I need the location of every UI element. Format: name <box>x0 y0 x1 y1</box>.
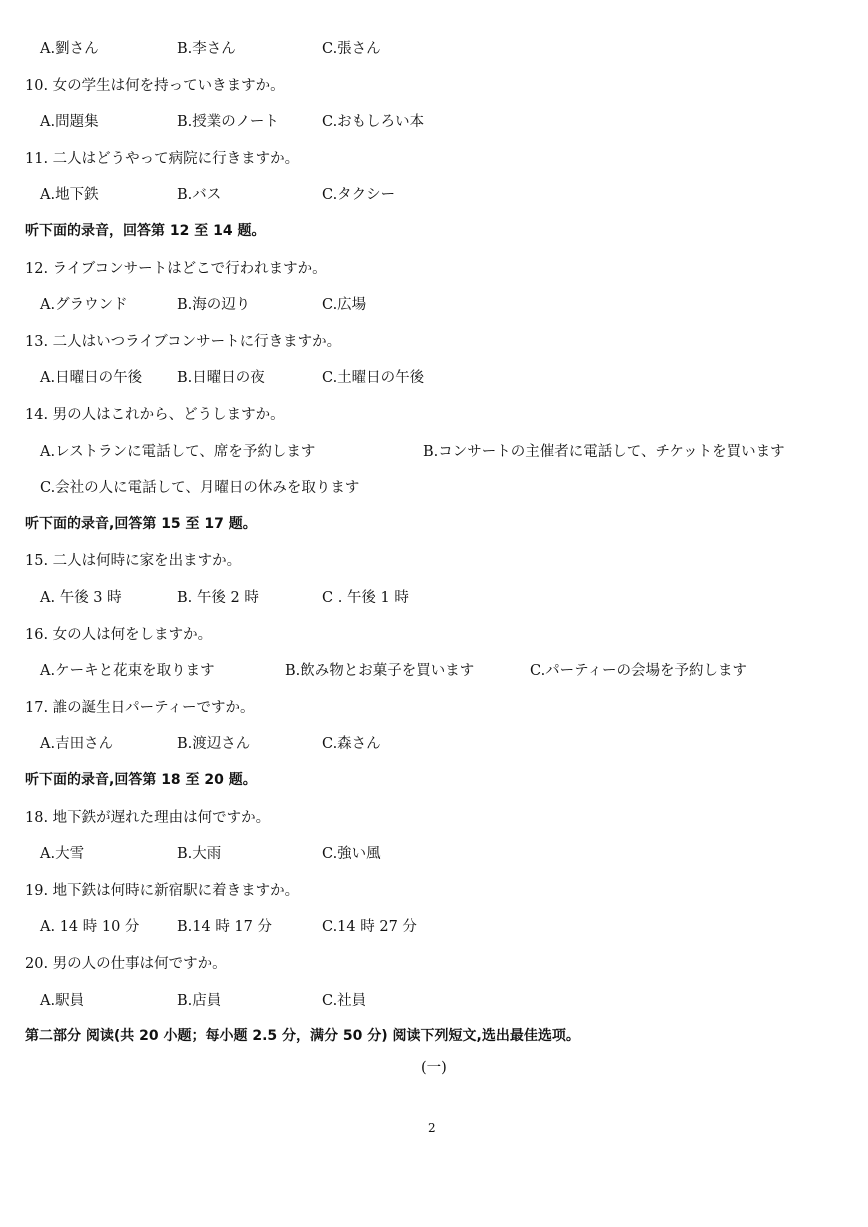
answer-option: C.社員 <box>322 992 367 1009</box>
answer-option: A. 14 時 10 分 <box>40 919 140 936</box>
answer-option: C.会社の人に電話して、月曜日の休みを取ります <box>40 480 360 497</box>
question-text: 10. 女の学生は何を持っていきますか。 <box>25 77 285 94</box>
answer-option: A. 午後 3 時 <box>40 590 122 606</box>
answer-option: A.大雪 <box>40 846 85 863</box>
question-text: 20. 男の人の仕事は何ですか。 <box>25 956 227 972</box>
answer-option: A.問題集 <box>40 114 99 131</box>
answer-option: B.渡辺さん <box>177 736 251 753</box>
section-instruction: 第二部分 阅读(共 20 小题；每小题 2.5 分，满分 50 分) 阅读下列短文,选出最佳选项。 <box>25 1028 580 1045</box>
question-text: 12. ライブコンサートはどこで行われますか。 <box>25 260 327 277</box>
answer-option: B.李さん <box>177 41 236 57</box>
answer-option: B.日曜日の夜 <box>177 370 265 387</box>
answer-option: C.タクシー <box>322 187 396 204</box>
section-instruction: 听下面的录音，回答第 12 至 14 题。 <box>25 223 266 239</box>
answer-option: B.14 時 17 分 <box>177 919 272 936</box>
section-instruction: 听下面的录音,回答第 15 至 17 题。 <box>25 515 257 532</box>
answer-option: C.森さん <box>322 736 381 753</box>
answer-option: A.駅員 <box>40 992 85 1009</box>
answer-option: C.土曜日の午後 <box>322 370 425 387</box>
question-text: 15. 二人は何時に家を出ますか。 <box>25 553 242 570</box>
question-text: 11. 二人はどうやって病院に行きますか。 <box>25 150 300 167</box>
page-number: 2 <box>428 1121 436 1135</box>
answer-option: B.大雨 <box>177 846 222 863</box>
answer-option: A.吉田さん <box>40 736 114 753</box>
question-text: 19. 地下鉄は何時に新宿駅に着きますか。 <box>25 882 300 899</box>
answer-option: C.14 時 27 分 <box>322 919 417 936</box>
answer-option: C.パーティーの会場を予約します <box>530 663 748 680</box>
passage-heading: (一) <box>421 1060 447 1076</box>
answer-option: A.日曜日の午後 <box>40 370 143 387</box>
answer-option: C.おもしろい本 <box>322 114 425 131</box>
answer-option: B.バス <box>177 187 222 204</box>
question-text: 13. 二人はいつライブコンサートに行きますか。 <box>25 333 342 350</box>
answer-option: B.飲み物とお菓子を買います <box>285 663 475 680</box>
answer-option: C.張さん <box>322 41 381 57</box>
question-text: 18. 地下鉄が遅れた理由は何ですか。 <box>25 809 271 826</box>
answer-option: C.広場 <box>322 297 367 314</box>
answer-option: B. 午後 2 時 <box>177 590 259 606</box>
answer-option: B.授業のノート <box>177 114 279 131</box>
answer-option: B.海の辺り <box>177 297 251 314</box>
answer-option: C . 午後 1 時 <box>322 590 409 606</box>
question-text: 14. 男の人はこれから、どうしますか。 <box>25 407 285 423</box>
answer-option: B.店員 <box>177 992 222 1009</box>
question-text: 16. 女の人は何をしますか。 <box>25 626 213 643</box>
question-text: 17. 誰の誕生日パーティーですか。 <box>25 699 255 716</box>
answer-option: A.劉さん <box>40 41 99 57</box>
answer-option: B.コンサートの主催者に電話して、チケットを買います <box>423 443 785 460</box>
answer-option: A.ケーキと花束を取ります <box>40 663 215 680</box>
answer-option: A.レストランに電話して、席を予約します <box>40 443 316 460</box>
answer-option: A.地下鉄 <box>40 187 99 204</box>
answer-option: C.強い風 <box>322 846 381 863</box>
section-instruction: 听下面的录音,回答第 18 至 20 题。 <box>25 772 257 788</box>
answer-option: A.グラウンド <box>40 297 128 314</box>
